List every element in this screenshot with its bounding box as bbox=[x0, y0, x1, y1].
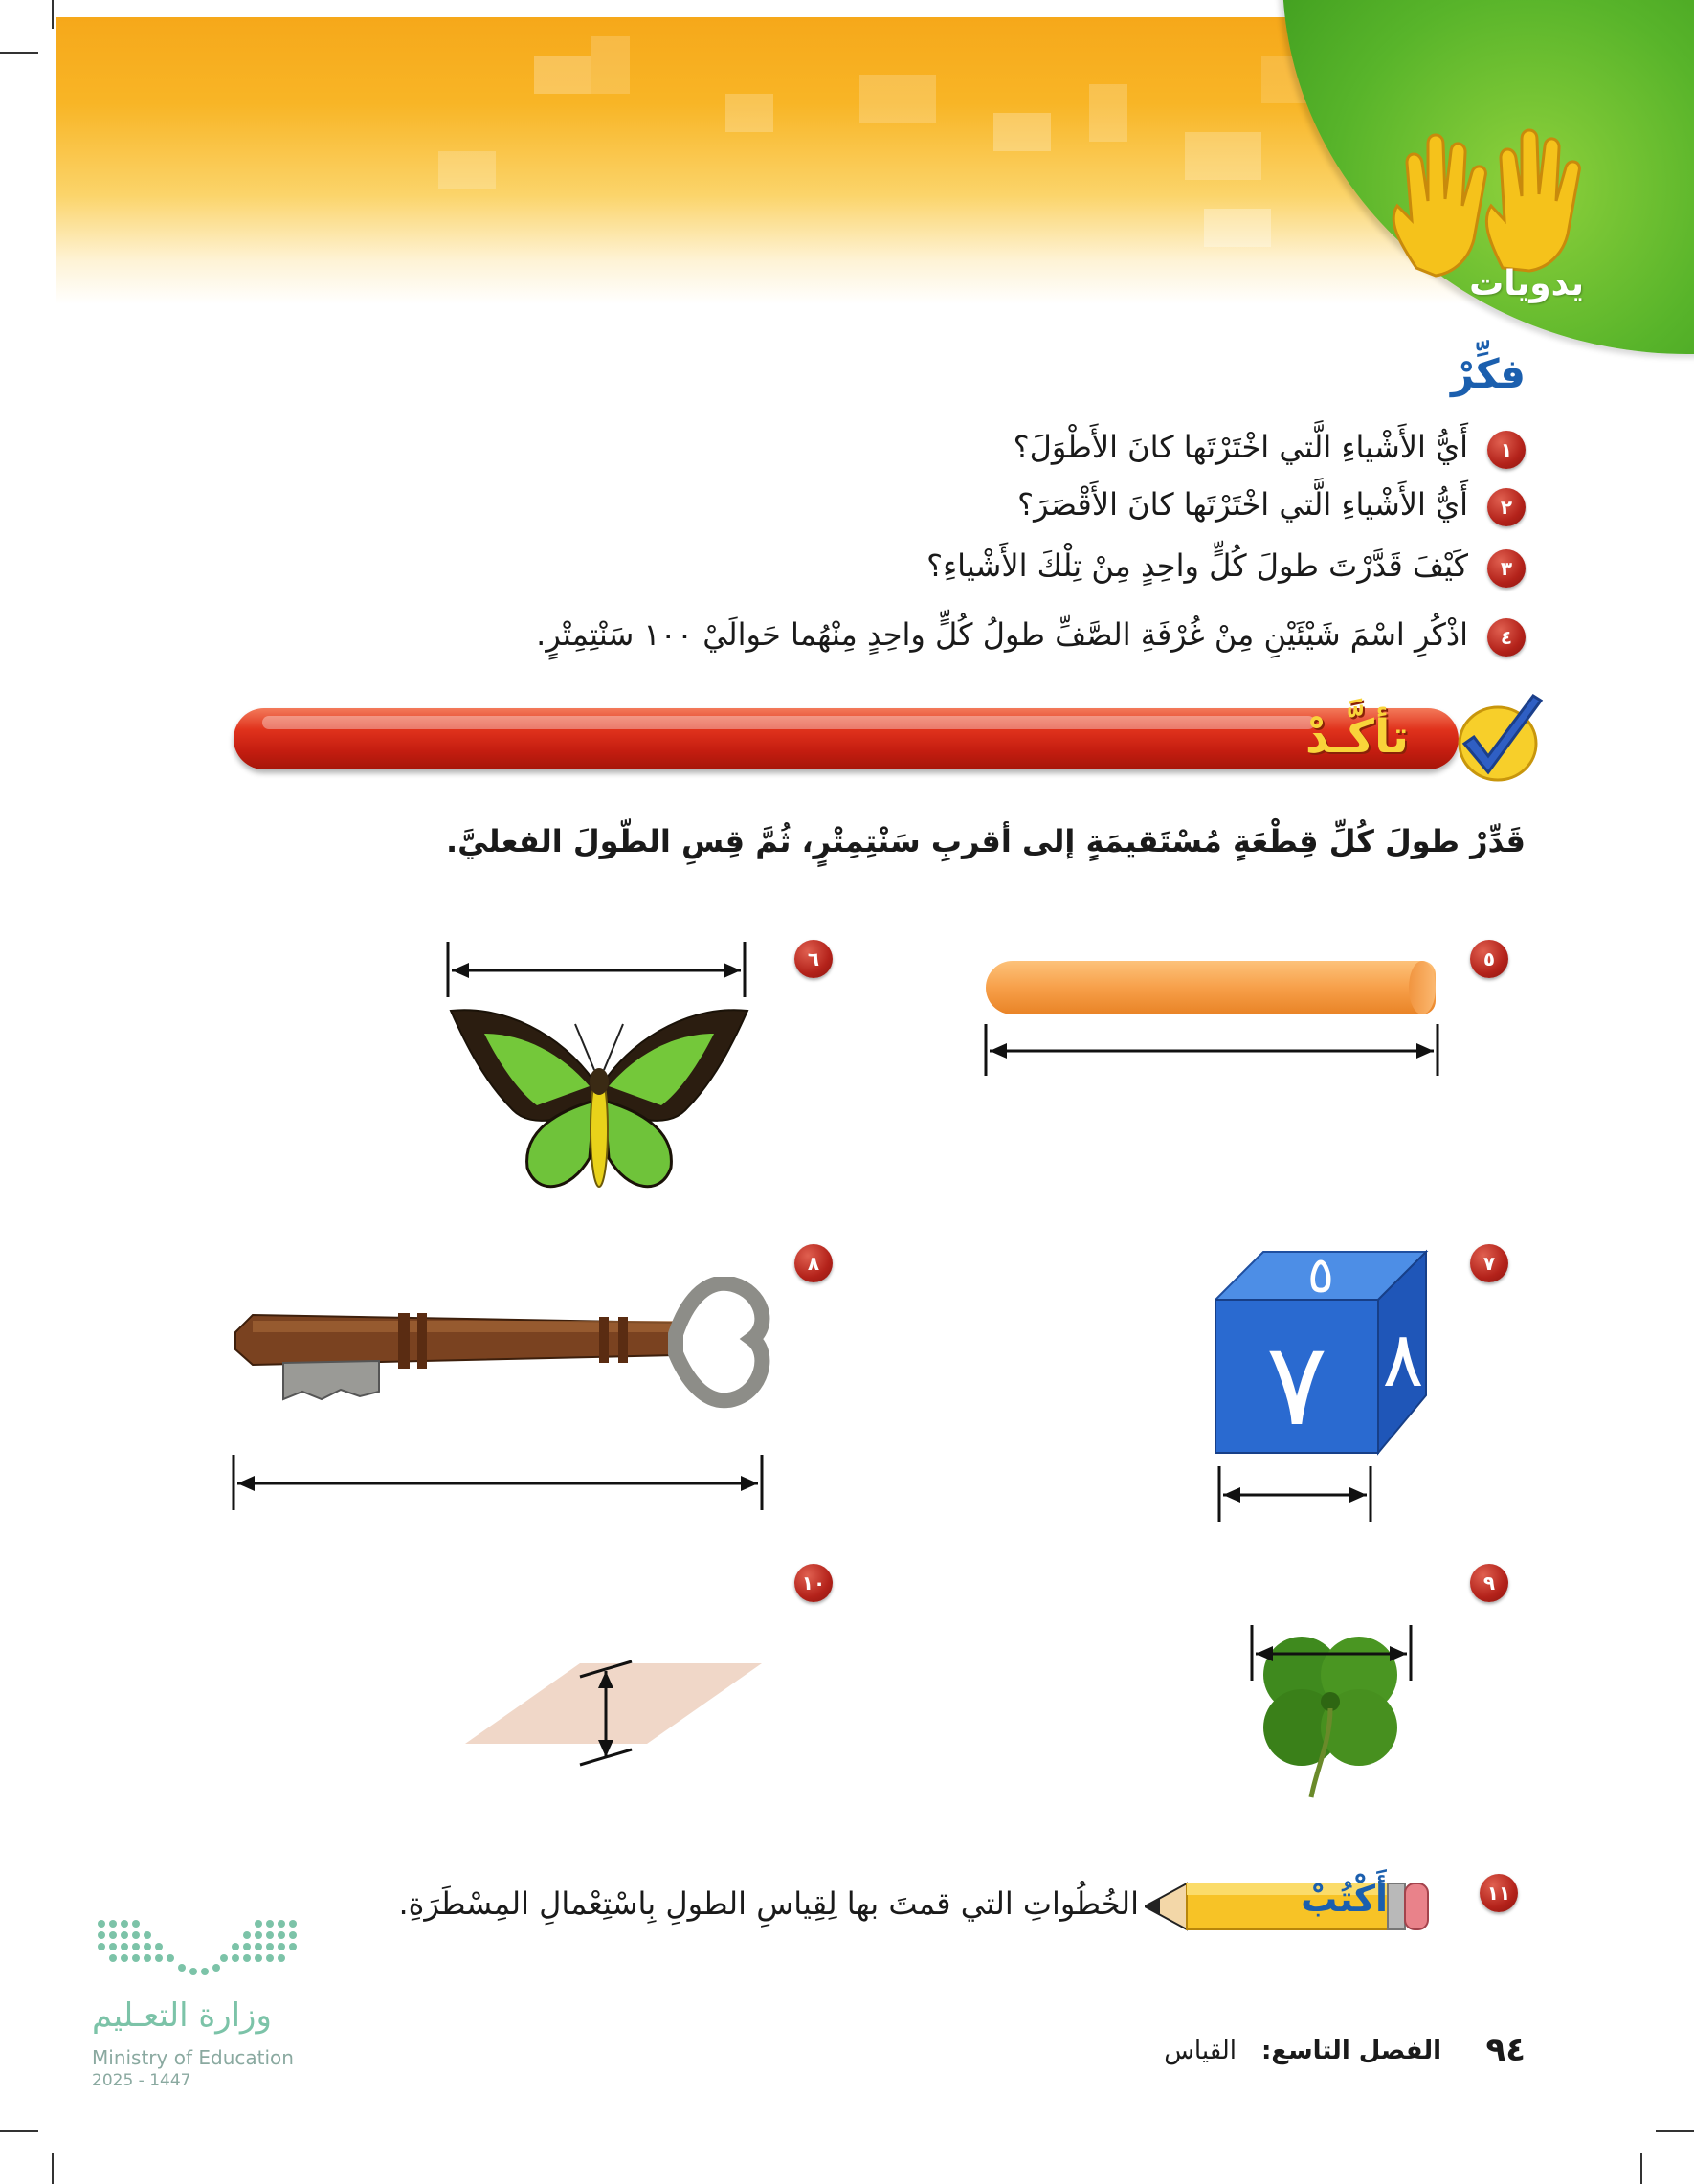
crop-mark bbox=[52, 0, 54, 29]
measure-arrow bbox=[982, 1024, 1441, 1081]
think-title: فكِّرْ bbox=[1450, 350, 1526, 397]
ministry-logo bbox=[92, 1914, 302, 1991]
question-number: ١ bbox=[1487, 431, 1526, 469]
number-cube-image bbox=[1215, 1242, 1436, 1462]
crop-mark bbox=[0, 52, 38, 54]
cube-front-numeral: ٧ bbox=[1265, 1319, 1328, 1452]
chalk-image bbox=[986, 961, 1436, 1014]
question-number: ٢ bbox=[1487, 488, 1526, 526]
key-image bbox=[226, 1277, 771, 1468]
page-number: ٩٤ bbox=[1485, 2031, 1526, 2069]
write-label: أَكْتُبْ bbox=[1301, 1878, 1388, 1920]
exercise-number: ١١ bbox=[1480, 1874, 1518, 1912]
manipulatives-label: يدويات bbox=[1469, 264, 1584, 303]
crop-mark bbox=[52, 2153, 54, 2184]
question-number: ٣ bbox=[1487, 549, 1526, 588]
checkmark-icon bbox=[1445, 691, 1550, 787]
confirm-title: تأكَّـدْ bbox=[1304, 710, 1409, 764]
exercise-number: ٧ bbox=[1470, 1244, 1508, 1282]
exercise-number: ٥ bbox=[1470, 940, 1508, 978]
write-text: الخُطُواتِ التي قمتَ بها لِقِياسِ الطولِ بِاسْتِعْمالِ المِسْطَرَةِ. bbox=[398, 1885, 1139, 1922]
question-text: أَيُّ الأَشْياءِ الَّتي اخْتَرْتَها كانَ الأَقْصَرَ؟ bbox=[1017, 486, 1468, 523]
crop-mark bbox=[1640, 2153, 1642, 2184]
ministry-name-en: Ministry of Education bbox=[92, 2046, 294, 2069]
exercise-number: ٩ bbox=[1470, 1564, 1508, 1602]
measure-arrow bbox=[444, 942, 750, 999]
year: 2025 - 1447 bbox=[92, 2071, 191, 2090]
exercise-number: ٦ bbox=[794, 940, 833, 978]
measure-arrow bbox=[574, 1654, 641, 1778]
cube-side-numeral: ٨ bbox=[1382, 1315, 1424, 1404]
measure-arrow bbox=[1248, 1625, 1415, 1683]
measure-arrow bbox=[1215, 1466, 1374, 1524]
question-text: كَيْفَ قَدَّرْتَ طولَ كُلٍّ واحِدٍ مِنْ تِلْكَ الأَشْياءِ؟ bbox=[926, 547, 1468, 584]
chapter-topic: القياس bbox=[1164, 2037, 1237, 2065]
hands-icon bbox=[1378, 115, 1589, 278]
question-text: أَيُّ الأَشْياءِ الَّتي اخْتَرْتَها كانَ الأَطْوَلَ؟ bbox=[1013, 429, 1468, 465]
question-text: اذْكُرِ اسْمَ شَيْئَيْنِ مِنْ غُرْفَةِ الصَّفِّ طولُ كُلٍّ واحِدٍ مِنْهُما حَوالَيْ ١٠٠ سَنْتِمِتْرٍ. bbox=[536, 616, 1468, 653]
ministry-name-ar: وزارة التعـليم bbox=[92, 1996, 272, 2035]
chapter-label: الفصل التاسع: bbox=[1260, 2037, 1441, 2065]
exercise-number: ٨ bbox=[794, 1244, 833, 1282]
confirm-banner bbox=[234, 708, 1459, 769]
instruction-text: قَدِّرْ طولَ كُلِّ قِطْعَةٍ مُسْتَقيمَةٍ إلى أقربِ سَنْتِمِتْرٍ، ثُمَّ قِسِ الطّولَ الفعليَّ. bbox=[446, 823, 1526, 859]
pencil-icon bbox=[1145, 1876, 1432, 1937]
measure-arrow bbox=[230, 1455, 766, 1512]
crop-mark bbox=[1656, 2130, 1694, 2132]
butterfly-image bbox=[446, 1005, 752, 1215]
crop-mark bbox=[0, 2130, 38, 2132]
question-number: ٤ bbox=[1487, 618, 1526, 657]
exercise-number: ١٠ bbox=[794, 1564, 833, 1602]
cube-top-numeral: ٥ bbox=[1307, 1247, 1334, 1304]
